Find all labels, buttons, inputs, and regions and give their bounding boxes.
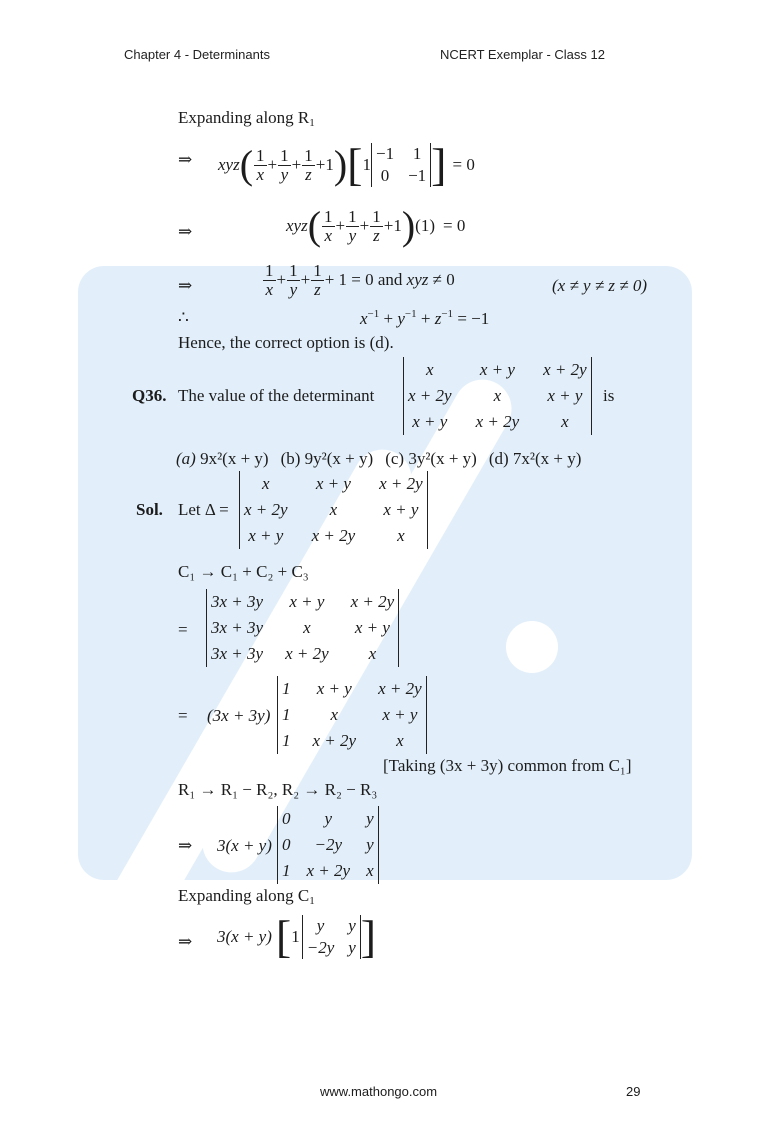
footer-website[interactable]: www.mathongo.com xyxy=(320,1084,438,1099)
conclusion: Hence, the correct option is (d). xyxy=(178,333,394,352)
watermark-dot xyxy=(506,621,558,673)
note-common-factor: [Taking (3x + 3y) common from C₁] xyxy=(383,756,632,775)
determinant-3: 1 x + y x + 2y 1 x x + y 1 x + 2y x xyxy=(277,676,427,754)
header-book: NCERT Exemplar - Class 12 xyxy=(440,47,605,62)
row-operation: R₁ → R₁ − R₂, R₂ → R₂ − R₃ xyxy=(178,780,378,799)
option-b[interactable]: (b) 9y²(x + y) xyxy=(280,449,374,468)
final-expression: 3(x + y) [ 1 y y −2y y ] xyxy=(217,911,377,962)
expanding-c1: Expanding along $C_1$ xyxy=(178,886,315,907)
answer-options xyxy=(176,449,581,469)
question-determinant: x x + y x + 2y x + 2y x x + y x + y x + 2y x xyxy=(403,357,592,435)
equals-sign: = xyxy=(178,706,188,725)
step4-expression: $x^{-1} + y^{-1} + z^{-1} = -1$ xyxy=(360,308,490,328)
step1-arrow: ⇒ xyxy=(178,150,193,169)
step3-arrow: ⇒ xyxy=(178,276,193,295)
option-a[interactable]: (a) 9x²(x + y) xyxy=(176,449,269,468)
header-chapter: Chapter 4 - Determinants xyxy=(124,47,270,62)
page-number: 29 xyxy=(626,1084,641,1099)
question-suffix: is xyxy=(603,386,615,405)
determinant-4: 0 y y 0 −2y y 1 x + 2y x xyxy=(277,806,379,884)
solution-label: Sol. xyxy=(136,500,163,519)
let-delta: Let Δ = xyxy=(178,500,229,519)
column-operation: C₁ → C₁ + C₂ + C₃ xyxy=(178,562,309,581)
equals-sign: = xyxy=(178,620,188,639)
delta-determinant: x x + y x + 2y x + 2y x x + y x + y x + 2y x xyxy=(239,471,428,549)
step1-expression: xyz ( $\frac{1}{x}$ + $\frac{1}{y}$ + $\frac{1}{z}$ +1 ) [ 1 −1 1 0 −1 ] = 0 xyxy=(218,139,475,190)
therefore-symbol: ∴ xyxy=(178,308,189,327)
expanding-r1: Expanding along $R_1$ xyxy=(178,108,315,129)
determinant-2: 3x + 3y x + y x + 2y 3x + 3y x x + y 3x + 3y x + 2y x xyxy=(206,589,399,667)
watermark-background xyxy=(78,266,692,880)
step2-expression: xyz ( $\frac{1}{x}$ + $\frac{1}{y}$ + $\frac{1}{z}$ +1 ) (1) = 0 xyxy=(286,203,466,248)
factor-2: 3(x + y) xyxy=(217,836,272,855)
step2-arrow: ⇒ xyxy=(178,222,193,241)
option-c[interactable]: (c) 3y²(x + y) xyxy=(385,449,477,468)
step3-expression: $\frac{1}{x}$ + $\frac{1}{y}$ + $\frac{1}{z}$ + 1 = 0 and xyz ≠ 0 xyxy=(265,261,455,299)
minor-determinant: −1 1 0 −1 xyxy=(371,143,431,187)
common-factor: (3x + 3y) xyxy=(207,706,271,725)
condition: (x ≠ y ≠ z ≠ 0) xyxy=(552,276,648,295)
arrow: ⇒ xyxy=(178,836,193,855)
question-number: Q36. xyxy=(132,386,167,405)
question-text: The value of the determinant xyxy=(178,386,375,405)
arrow: ⇒ xyxy=(178,932,193,951)
option-d[interactable]: (d) 7x²(x + y) xyxy=(488,449,582,468)
